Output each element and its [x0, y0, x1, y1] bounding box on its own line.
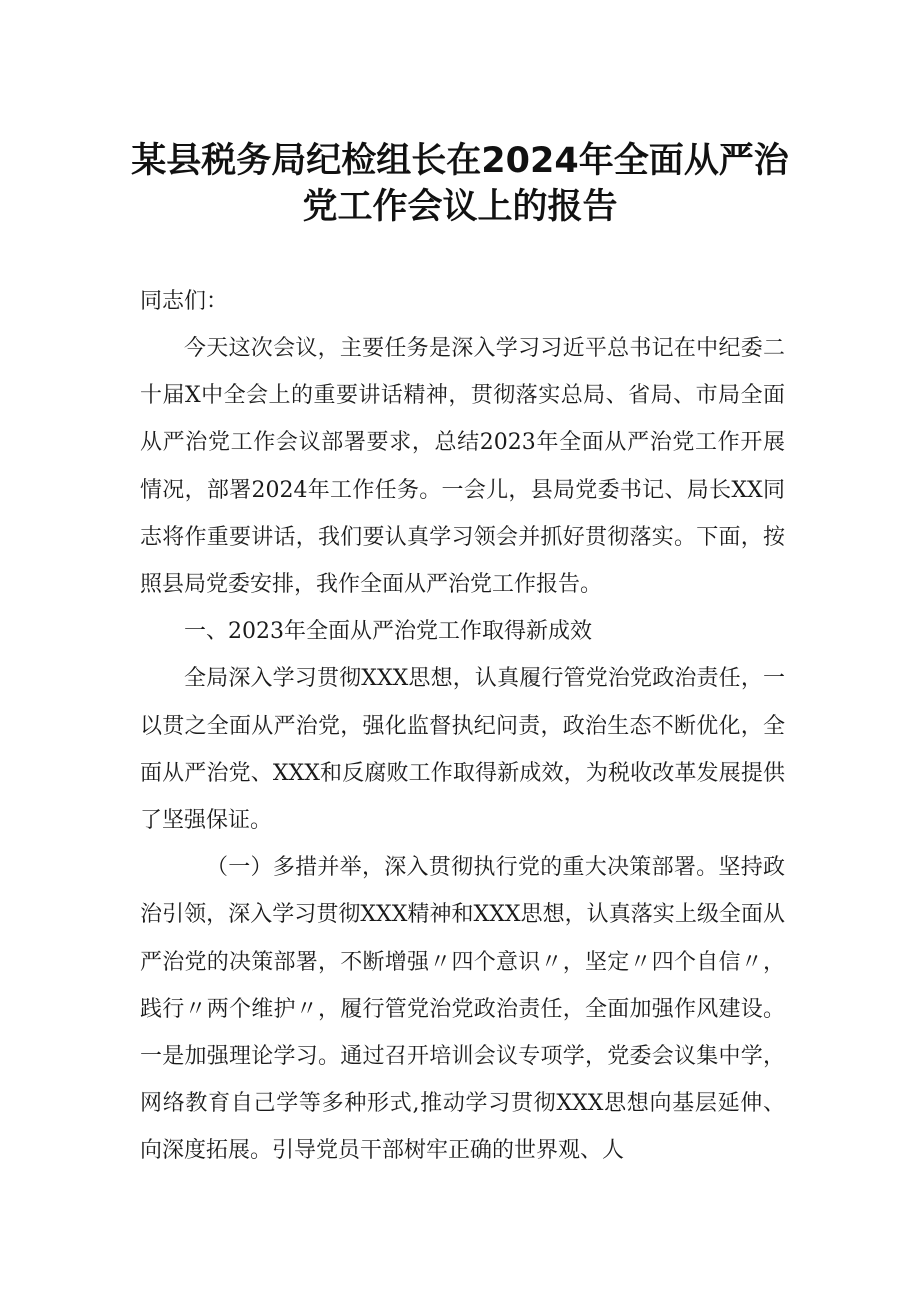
paragraph-subsection-1: （一）多措并举，深入贯彻执行党的重大决策部署。坚持政治引领，深入学习贯彻XXX精神和XXX思想，认真落实上级全面从严治党的决策部署，不断增强〃四个意识〃，坚定〃四个自信〃，践行〃两个维护〃，履行管党治党政治责任，全面加强作风建设。一是加强理论学习。通过召开培训会议专项学，党委会议集中学，网络教育自己学等多种形式,推动学习贯彻XXX思想向基层延伸、向深度拓展。引导党员干部树牢正确的世界观、人 [140, 855, 785, 1164]
salutation-text: 同志们： [140, 289, 229, 314]
document-title-line-2: 党工作会议上的报告 [302, 187, 618, 227]
section-heading-1: 一、2023年全面从严治党工作取得新成效 [184, 619, 592, 645]
salutation [140, 278, 785, 325]
document-body [140, 325, 785, 1175]
paragraph-intro: 今天这次会议，主要任务是深入学习习近平总书记在中纪委二十届X中全会上的重要讲话精神，贯彻落实总局、省局、市局全面从严治党工作会议部署要求，总结2023年全面从严治党工作开展情况，部署2024年工作任务。一会儿，县局党委书记、局长XX同志将作重要讲话，我们要认真学习领会并抓好贯彻落实。下面，按照县局党委安排，我作全面从严治党工作报告。 [140, 336, 785, 598]
paragraph-achievements: 全局深入学习贯彻XXX思想，认真履行管党治党政治责任，一以贯之全面从严治党，强化监督执纪问责，政治生态不断优化，全面从严治党、XXX和反腐败工作取得新成效，为税收改革发展提供了坚强保证。 [140, 666, 785, 834]
document-title-line-1: 某县税务局纪检组长在2024年全面从严治 [131, 141, 789, 181]
